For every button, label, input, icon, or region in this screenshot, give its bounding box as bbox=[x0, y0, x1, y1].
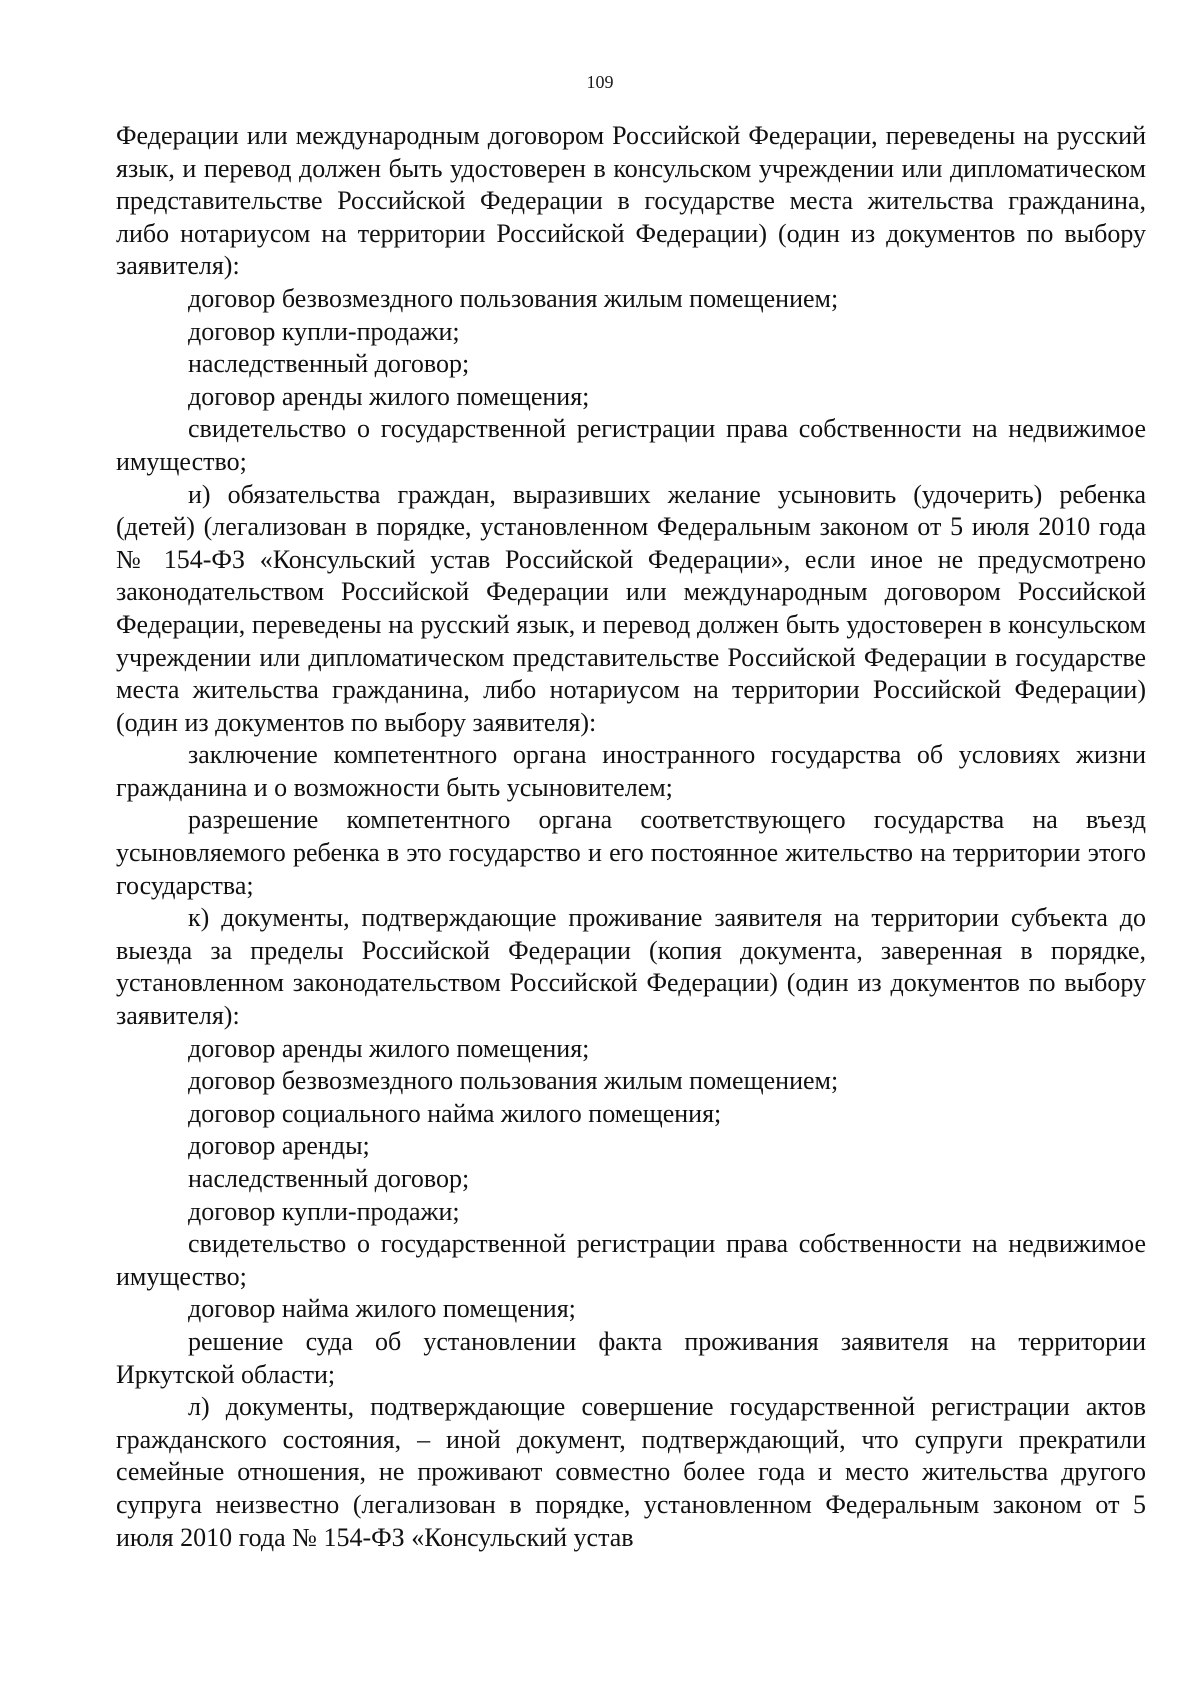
paragraph: договор купли-продажи; bbox=[188, 316, 460, 346]
paragraph: договор аренды жилого помещения; bbox=[188, 1033, 590, 1063]
paragraph: свидетельство о государственной регистрации права собственности на недвижимое имущество; bbox=[116, 414, 1146, 476]
paragraph: договор найма жилого помещения; bbox=[188, 1294, 576, 1324]
paragraph: к) документы, подтверждающие проживание заявителя на территории субъекта до выезда за пределы Российской Федерации (копия документа, заверенная в порядке, установленном законодательством Российской Федерации) (один из документов по выбору заявителя): bbox=[116, 903, 1146, 1031]
paragraph: договор безвозмездного пользования жилым помещением; bbox=[188, 1066, 839, 1096]
paragraph: наследственный договор; bbox=[188, 349, 470, 379]
paragraph: Федерации или международным договором Российской Федерации, переведены на русский язык, и перевод должен быть удостоверен в консульском учреждении или дипломатическом представительстве Российской Федерации в государстве места жительства гражданина, либо нотариусом на территории Российской Федерации) (один из документов по выбору заявителя): bbox=[116, 121, 1146, 281]
paragraph: свидетельство о государственной регистрации права собственности на недвижимое имущество; bbox=[116, 1229, 1146, 1291]
paragraph: договор аренды жилого помещения; bbox=[188, 381, 590, 411]
paragraph: договор безвозмездного пользования жилым помещением; bbox=[188, 283, 839, 313]
paragraph: договор аренды; bbox=[188, 1131, 370, 1161]
paragraph: л) документы, подтверждающие совершение государственной регистрации актов гражданского состояния, – иной документ, подтверждающий, что супруги прекратили семейные отношения, не проживают совместно более года и место жительства другого супруга неизвестно (легализован в порядке, установленном Федеральным законом от 5 июля 2010 года № 154-ФЗ «Консульский устав bbox=[116, 1392, 1146, 1552]
paragraph: договор купли-продажи; bbox=[188, 1196, 460, 1226]
document-body bbox=[116, 120, 1146, 1554]
paragraph: и) обязательства граждан, выразивших желание усыновить (удочерить) ребенка (детей) (легализован в порядке, установленном Федеральным законом от 5 июля 2010 года № 154-ФЗ «Консульский устав Российской Федерации», если иное не предусмотрено законодательством Российской Федерации или международным договором Российской Федерации, переведены на русский язык, и перевод должен быть удостоверен в консульском учреждении или дипломатическом представительстве Российской Федерации в государстве места жительства гражданина, либо нотариусом на территории Российской Федерации) (один из документов по выбору заявителя): bbox=[116, 479, 1146, 737]
paragraph: заключение компетентного органа иностранного государства об условиях жизни гражданина и о возможности быть усыновителем; bbox=[116, 740, 1146, 802]
paragraph: наследственный договор; bbox=[188, 1164, 470, 1193]
paragraph: договор социального найма жилого помещения; bbox=[188, 1098, 722, 1128]
page-number: 109 bbox=[586, 72, 614, 92]
paragraph: решение суда об установлении факта проживания заявителя на территории Иркутской области; bbox=[116, 1326, 1146, 1389]
paragraph: разрешение компетентного органа соответствующего государства на въезд усыновляемого ребенка в это государство и его постоянное жительство на территории этого государства; bbox=[116, 805, 1146, 900]
